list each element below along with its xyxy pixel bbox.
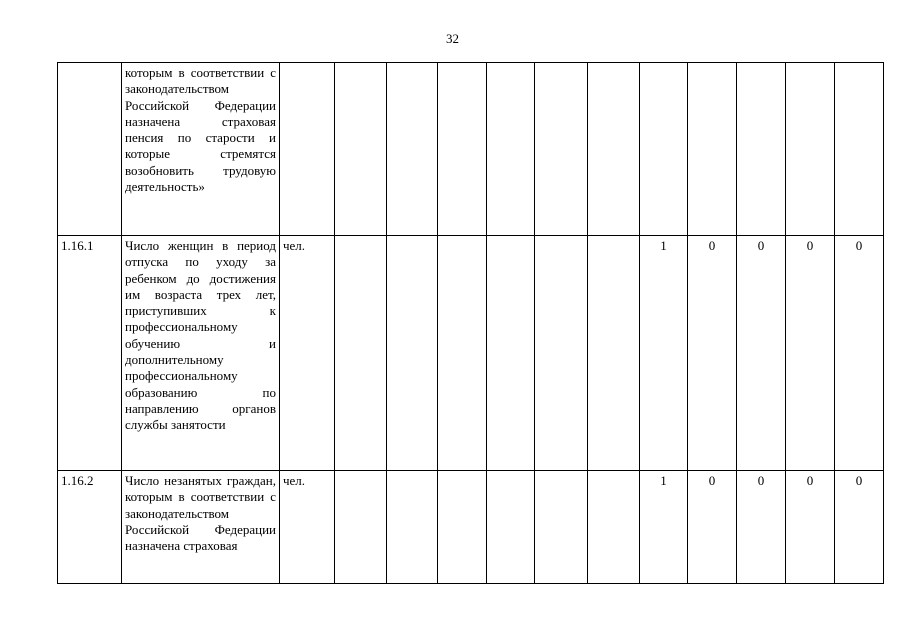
value-cell: 0	[835, 236, 884, 471]
empty-cell	[535, 63, 588, 236]
value-cell: 0	[688, 236, 737, 471]
empty-cell	[387, 471, 438, 584]
table-row	[58, 471, 884, 584]
value-cell: 0	[786, 471, 835, 584]
row-description: Число незанятых граждан, которым в соответствии с законодательством Российской Федерации назначена страховая	[125, 473, 276, 554]
table-row	[58, 236, 884, 471]
empty-cell	[387, 63, 438, 236]
empty-cell	[487, 471, 535, 584]
indicator-table	[57, 62, 884, 584]
page-number: 32	[446, 31, 459, 46]
table-row	[58, 63, 884, 236]
empty-cell	[335, 236, 387, 471]
row-number-cell: 1.16.1	[58, 236, 122, 471]
row-description: Число женщин в период отпуска по уходу за ребенком до достижения им возраста трех лет, приступивших к профессиональному обучению и дополнительному профессиональному образованию по направлению органов службы занятости	[125, 238, 276, 433]
empty-cell	[588, 236, 640, 471]
empty-cell	[487, 236, 535, 471]
empty-cell	[588, 63, 640, 236]
row-unit-cell: чел.	[280, 471, 335, 584]
empty-cell	[438, 63, 487, 236]
value-cell	[640, 63, 688, 236]
value-cell: 1	[640, 471, 688, 584]
value-cell: 0	[737, 236, 786, 471]
value-cell	[737, 63, 786, 236]
row-unit-cell	[280, 63, 335, 236]
value-cell	[786, 63, 835, 236]
row-number-cell	[58, 63, 122, 236]
value-cell: 0	[786, 236, 835, 471]
empty-cell	[387, 236, 438, 471]
row-unit-cell: чел.	[280, 236, 335, 471]
row-number-cell: 1.16.2	[58, 471, 122, 584]
empty-cell	[535, 471, 588, 584]
empty-cell	[438, 471, 487, 584]
value-cell: 0	[835, 471, 884, 584]
empty-cell	[535, 236, 588, 471]
empty-cell	[335, 63, 387, 236]
empty-cell	[438, 236, 487, 471]
row-description-cell	[122, 63, 280, 236]
value-cell: 0	[737, 471, 786, 584]
empty-cell	[487, 63, 535, 236]
row-description-cell	[122, 471, 280, 584]
empty-cell	[335, 471, 387, 584]
row-description-cell	[122, 236, 280, 471]
value-cell: 0	[688, 471, 737, 584]
value-cell	[835, 63, 884, 236]
value-cell: 1	[640, 236, 688, 471]
empty-cell	[588, 471, 640, 584]
value-cell	[688, 63, 737, 236]
row-description: которым в соответствии с законодательством Российской Федерации назначена страховая пенсия по старости и которые стремятся возобновить трудовую деятельность»	[125, 65, 276, 195]
